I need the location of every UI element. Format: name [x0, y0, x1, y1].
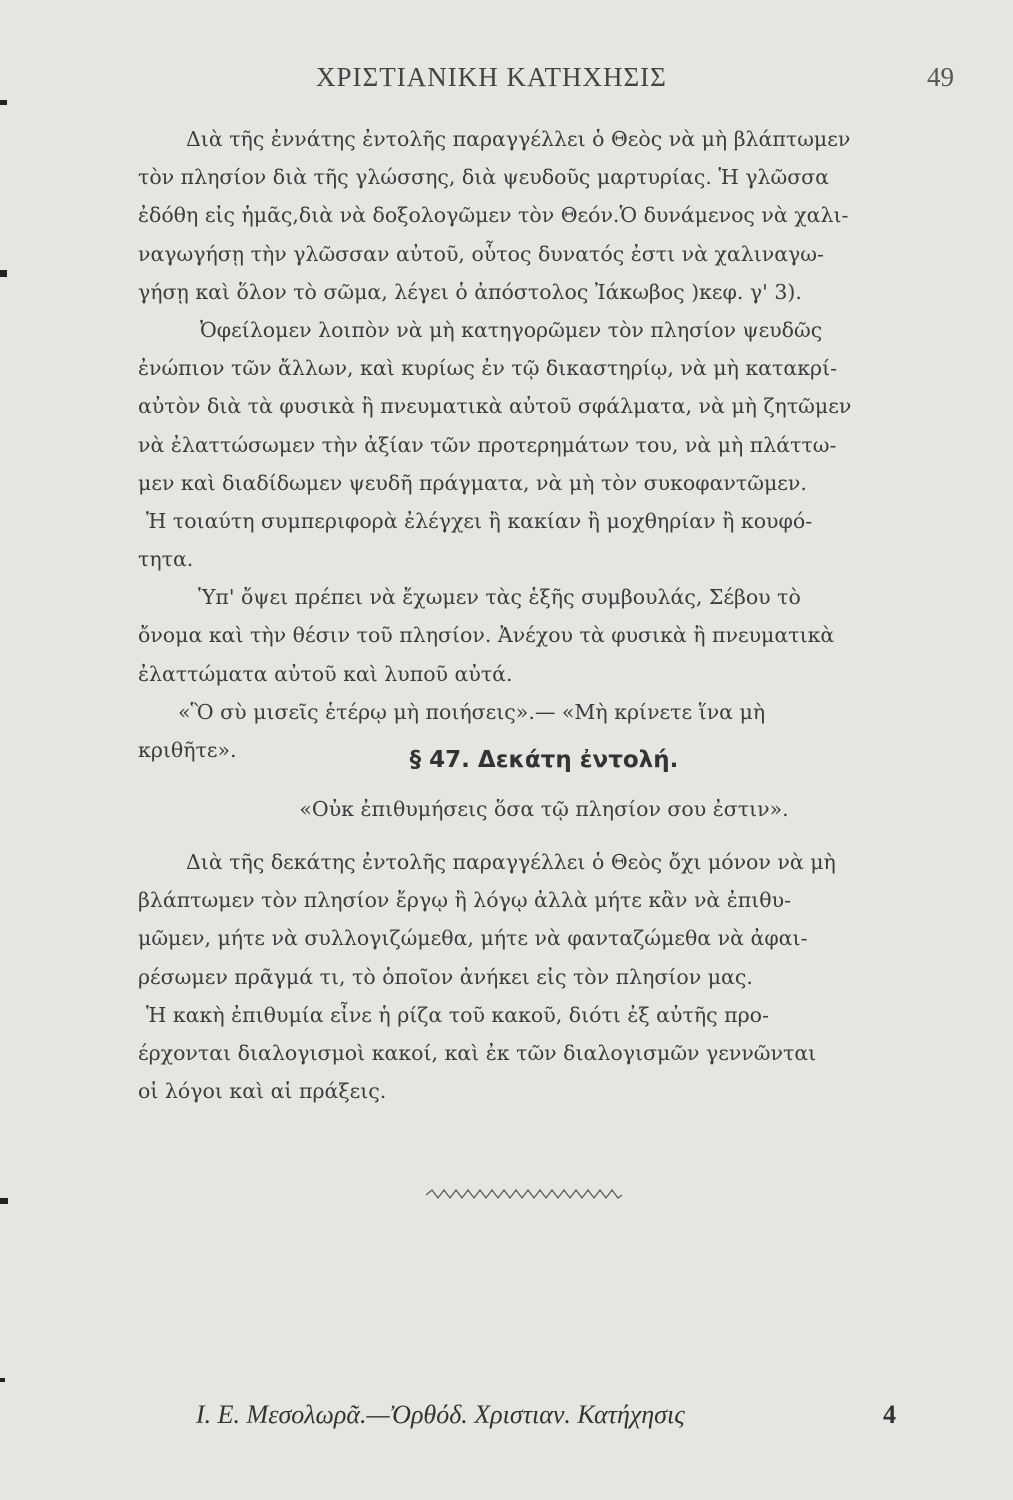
text-line: βλάπτωμεν τὸν πλησίον ἔργῳ ἢ λόγῳ ἀλλὰ μήτε κἂν νὰ ἐπιθυ- — [138, 888, 792, 913]
section-heading: § 47. Δεκάτη ἐντολή. — [409, 747, 679, 773]
text-line: Διὰ τῆς δεκάτης ἐντολῆς παραγγέλλει ὁ Θεὸς ὄχι μόνον νὰ μὴ — [186, 850, 836, 874]
signature-mark: 4 — [883, 1400, 896, 1429]
page-number: 49 — [927, 62, 954, 92]
text-line: γήσῃ καὶ ὅλον τὸ σῶμα, λέγει ὁ ἀπόστολος Ἰάκωβος )κεφ. γ' 3). — [138, 279, 802, 304]
text-line: έρχονται διαλογισμοὶ κακοί, καὶ ἐκ τῶν διαλογισμῶν γεννῶνται — [138, 1040, 817, 1065]
text-line: Ἡ τοιαύτη συμπεριφορὰ ἐλέγχει ἢ κακίαν ἢ μοχθηρίαν ἢ κουφό- — [146, 508, 813, 533]
text-line: ρέσωμεν πρᾶγμά τι, τὸ ὁποῖον ἀνήκει εἰς τὸν πλησίον μας. — [138, 964, 753, 989]
text-line: Ἡ κακὴ ἐπιθυμία εἶνε ἡ ρίζα τοῦ κακοῦ, διότι ἐξ αὐτῆς προ- — [146, 1002, 769, 1027]
text-line: ὄνομα καὶ τὴν θέσιν τοῦ πλησίον. Ἀνέχου τὰ φυσικὰ ἢ πνευματικὰ — [138, 623, 835, 648]
text-line: ἐλαττώματα αὐτοῦ καὶ λυποῦ αὐτά. — [138, 661, 513, 686]
text-line: τητα. — [138, 547, 194, 572]
text-line: ναγωγήσῃ τὴν γλῶσσαν αὐτοῦ, οὗτος δυνατός ἐστι νὰ χαλιναγω- — [138, 241, 824, 266]
section-quote: «Οὐκ ἐπιθυμήσεις ὅσα τῷ πλησίον σου ἐστιν». — [299, 797, 789, 821]
margin-mark — [0, 100, 7, 105]
text-line: μεν καὶ διαδίδωμεν ψευδῆ πράγματα, νὰ μὴ τὸν συκοφαντῶμεν. — [138, 470, 807, 495]
footer-citation: Ι. Ε. Μεσολωρᾶ.—Ὀρθόδ. Χριστιαν. Κατήχησις — [196, 1400, 685, 1429]
text-line: Ὑπ' ὄψει πρέπει νὰ ἔχωμεν τὰς ἑξῆς συμβουλάς, Σέβου τὸ — [198, 585, 801, 610]
text-line: «Ὃ σὺ μισεῖς ἑτέρῳ μὴ ποιήσεις».— «Μὴ κρίνετε ἵνα μὴ — [178, 699, 766, 724]
text-line: οἱ λόγοι καὶ αἱ πράξεις. — [138, 1079, 387, 1104]
margin-mark — [0, 1378, 5, 1382]
text-line: Διὰ τῆς ἐννάτης ἐντολῆς παραγγέλλει ὁ Θεὸς νὰ μὴ βλάπτωμεν — [186, 127, 851, 151]
ornament-divider — [426, 1188, 622, 1202]
running-header — [140, 62, 960, 102]
page-footer — [196, 1400, 896, 1440]
text-line: ἐνώπιον τῶν ἄλλων, καὶ κυρίως ἐν τῷ δικαστηρίῳ, νὰ μὴ κατακρί- — [138, 356, 838, 381]
margin-mark — [0, 1198, 8, 1204]
paragraph-tenth-commandment — [138, 843, 950, 1110]
text-line: κριθῆτε». — [138, 738, 237, 762]
text-line: νὰ ἐλαττώσωμεν τὴν ἀξίαν τῶν προτερημάτων του, νὰ μὴ πλάττω- — [138, 432, 837, 457]
margin-mark — [0, 270, 7, 277]
text-line: τὸν πλησίον διὰ τῆς γλώσσης, διὰ ψευδοῦς μαρτυρίας. Ἡ γλῶσσα — [138, 165, 830, 190]
text-line: μῶμεν, μήτε νὰ συλλογιζώμεθα, μήτε νὰ φανταζώμεθα νὰ ἀφαι- — [138, 926, 808, 951]
running-title: ΧΡΙΣΤΙΑΝΙΚΗ ΚΑΤΗΧΗΣΙΣ — [316, 62, 667, 92]
text-line: αὐτὸν διὰ τὰ φυσικὰ ἢ πνευματικὰ αὐτοῦ σφάλματα, νὰ μὴ ζητῶμεν — [138, 394, 852, 419]
text-line: ἐδόθη εἰς ἡμᾶς,διὰ νὰ δοξολογῶμεν τὸν Θεόν.Ὁ δυνάμενος νὰ χαλι- — [138, 203, 849, 228]
paragraph-ninth-commandment — [138, 120, 950, 769]
text-line: Ὀφείλομεν λοιπὸν νὰ μὴ κατηγορῶμεν τὸν πλησίον ψευδῶς — [200, 317, 823, 342]
